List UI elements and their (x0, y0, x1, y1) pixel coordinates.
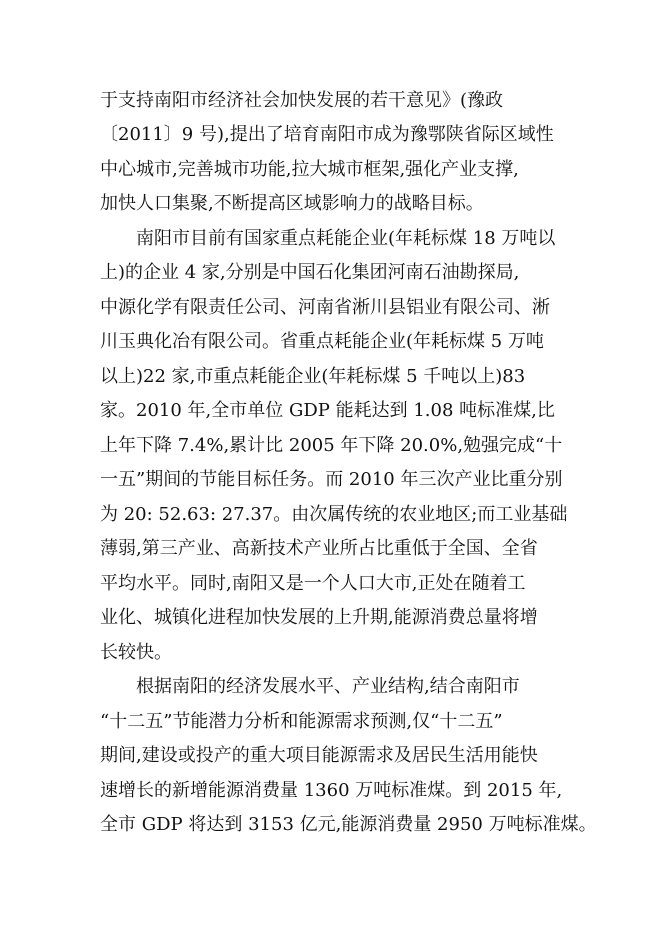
text-line: 于支持南阳市经济社会加快发展的若干意见》(豫政 (100, 90, 504, 111)
text-line: 上年下降 7.4%,累计比 2005 年下降 20.0%,勉强完成“十 (100, 435, 563, 456)
text-line: 一五”期间的节能目标任务。而 2010 年三次产业比重分别 (100, 469, 563, 490)
text-line: 中心城市,完善城市功能,拉大城市框架,强化产业支撑, (100, 159, 519, 180)
paragraph-start-line: 南阳市目前有国家重点耗能企业(年耗标煤 18 万吨以 (136, 228, 556, 249)
text-line: 加快人口集聚,不断提高区域影响力的战略目标。 (100, 193, 484, 214)
text-line: 长较快。 (100, 642, 172, 663)
text-line: 中源化学有限责任公司、河南省淅川县铝业有限公司、淅 (100, 297, 550, 318)
text-line: 速增长的新增能源消费量 1360 万吨标准煤。到 2015 年, (100, 780, 563, 801)
text-line: “十二五”节能潜力分析和能源需求预测,仅“十二五” (100, 711, 503, 732)
paragraph-start-line: 根据南阳的经济发展水平、产业结构,结合南阳市 (136, 676, 520, 697)
text-line: 薄弱,第三产业、高新技术产业所占比重低于全国、全省 (100, 538, 538, 559)
text-line: 平均水平。同时,南阳又是一个人口大市,正处在随着工 (100, 573, 526, 594)
text-line: 家。2010 年,全市单位 GDP 能耗达到 1.08 吨标准煤,比 (100, 400, 555, 421)
text-line: 以上)22 家,市重点耗能企业(年耗标煤 5 千吨以上)83 (100, 366, 526, 387)
text-line: 全市 GDP 将达到 3153 亿元,能源消费量 2950 万吨标准煤。 (100, 814, 597, 835)
text-line: 为 20: 52.63: 27.37。由次属传统的农业地区;而工业基础 (100, 504, 568, 525)
text-line: 业化、城镇化进程加快发展的上升期,能源消费总量将增 (100, 607, 538, 628)
text-line: 上)的企业 4 家,分别是中国石化集团河南石油勘探局, (100, 262, 520, 283)
text-line: 期间,建设或投产的重大项目能源需求及居民生活用能快 (100, 745, 538, 766)
text-line: 川玉典化冶有限公司。省重点耗能企业(年耗标煤 5 万吨 (100, 331, 544, 352)
text-line: 〔2011〕9 号),提出了培育南阳市成为豫鄂陕省际区域性 (100, 124, 554, 145)
